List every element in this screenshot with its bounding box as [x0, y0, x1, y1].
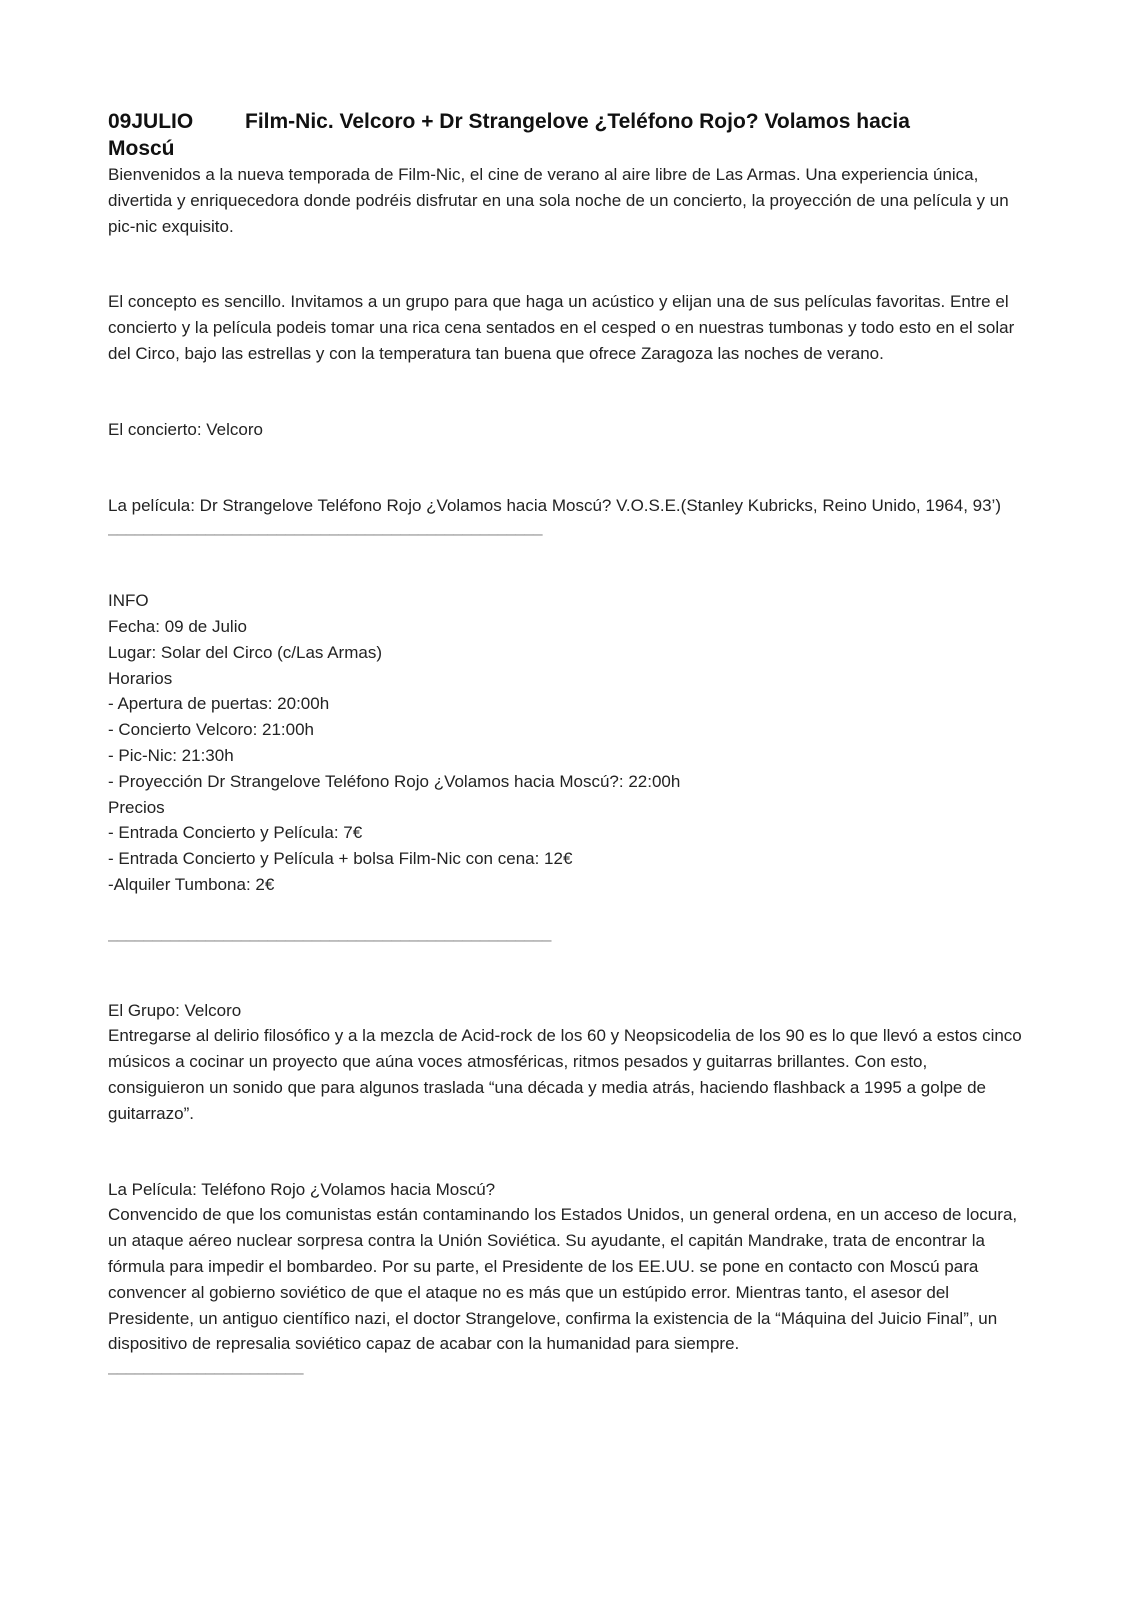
group-heading: El Grupo: Velcoro — [108, 1000, 242, 1020]
spacer — [108, 1127, 1023, 1177]
spacer — [108, 239, 1023, 289]
precio-item: - Entrada Concierto y Película + bolsa Film-Nic con cena: 12€ — [108, 849, 573, 869]
horario-item: - Apertura de puertas: 20:00h — [108, 694, 330, 714]
precio-item: - Entrada Concierto y Película: 7€ — [108, 823, 363, 843]
horario-item: - Pic-Nic: 21:30h — [108, 745, 234, 765]
movie-paragraph: Convencido de que los comunistas están contaminando los Estados Unidos, un general ordena, en un acceso de locura, un ataque aéreo nuclear sorpresa contra la Unión Soviética. Su ayudante, el capitán Mandrake, trata de encontrar la fórmula para impedir el bombardeo. Por su parte, el Presidente de los EE.UU. se pone en contacto con Moscú para convencer al gobierno soviético de que el ataque no es más que un estúpido error. Mientras tanto, el asesor del Presidente, un antiguo científico nazi, el doctor Strangelove, confirma la existencia de la “Máquina del Juicio Final”, un dispositivo de represalia soviético capaz de acabar con la humanidad para siempre. — [108, 1205, 1018, 1354]
info-heading: INFO — [108, 591, 149, 611]
movie-heading: La Película: Teléfono Rojo ¿Volamos hacia Moscú? — [108, 1179, 496, 1199]
divider-rule-2: __________________________________________________ — [108, 922, 551, 942]
horarios-heading: Horarios — [108, 668, 173, 688]
horario-item: - Concierto Velcoro: 21:00h — [108, 720, 315, 740]
spacer — [108, 540, 1023, 588]
divider-rule-1: _________________________________________________ — [108, 517, 542, 537]
event-title — [108, 108, 1023, 135]
movie-section — [108, 1177, 1023, 1358]
info-fecha: Fecha: 09 de Julio — [108, 616, 247, 636]
intro-paragraph: Bienvenidos a la nueva temporada de Film-Nic, el cine de verano al aire libre de Las Armas. Una experiencia única, divertida y enriquecedora donde podréis disfrutar en una sola noche de un concierto, la proyección de una película y un pic-nic exquisito. — [108, 165, 1009, 236]
film-line: La película: Dr Strangelove Teléfono Rojo ¿Volamos hacia Moscú? V.O.S.E.(Stanley Kubricks, Reino Unido, 1964, 93’) — [108, 495, 1001, 515]
event-title-main: Film-Nic. Velcoro + Dr Strangelove ¿Teléfono Rojo? Volamos hacia — [245, 110, 910, 133]
spacer — [108, 443, 1023, 493]
spacer — [108, 367, 1023, 417]
event-date: 09JULIO — [108, 110, 194, 133]
divider-rule-3: ______________________ — [108, 1356, 303, 1376]
precio-item: -Alquiler Tumbona: 2€ — [108, 874, 275, 894]
concert-line: El concierto: Velcoro — [108, 419, 263, 439]
info-lugar: Lugar: Solar del Circo (c/Las Armas) — [108, 642, 382, 662]
group-paragraph: Entregarse al delirio filosófico y a la mezcla de Acid-rock de los 60 y Neopsicodelia de los 90 es lo que llevó a estos cinco músicos a cocinar un proyecto que aúna voces atmosféricas, ritmos pesados y guitarras brillantes. Con esto, consiguieron un sonido que para algunos traslada “una década y media atrás, haciendo flashback a 1995 a golpe de guitarrazo”. — [108, 1026, 1022, 1123]
spacer — [108, 946, 1023, 998]
group-section — [108, 998, 1023, 1127]
event-title-continuation: Moscú — [108, 137, 175, 160]
document-page — [108, 108, 1023, 1379]
concept-paragraph: El concepto es sencillo. Invitamos a un grupo para que haga un acústico y elijan una de sus películas favoritas. Entre el concierto y la película podeis tomar una rica cena sentados en el cesped o en nuestras tumbonas y todo esto en el solar del Circo, bajo las estrellas y con la temperatura tan buena que ofrece Zaragoza las noches de verano. — [108, 292, 1015, 363]
horario-item: - Proyección Dr Strangelove Teléfono Rojo ¿Volamos hacia Moscú?: 22:00h — [108, 771, 681, 791]
spacer — [108, 898, 1023, 920]
info-section — [108, 588, 1023, 898]
precios-heading: Precios — [108, 797, 165, 817]
